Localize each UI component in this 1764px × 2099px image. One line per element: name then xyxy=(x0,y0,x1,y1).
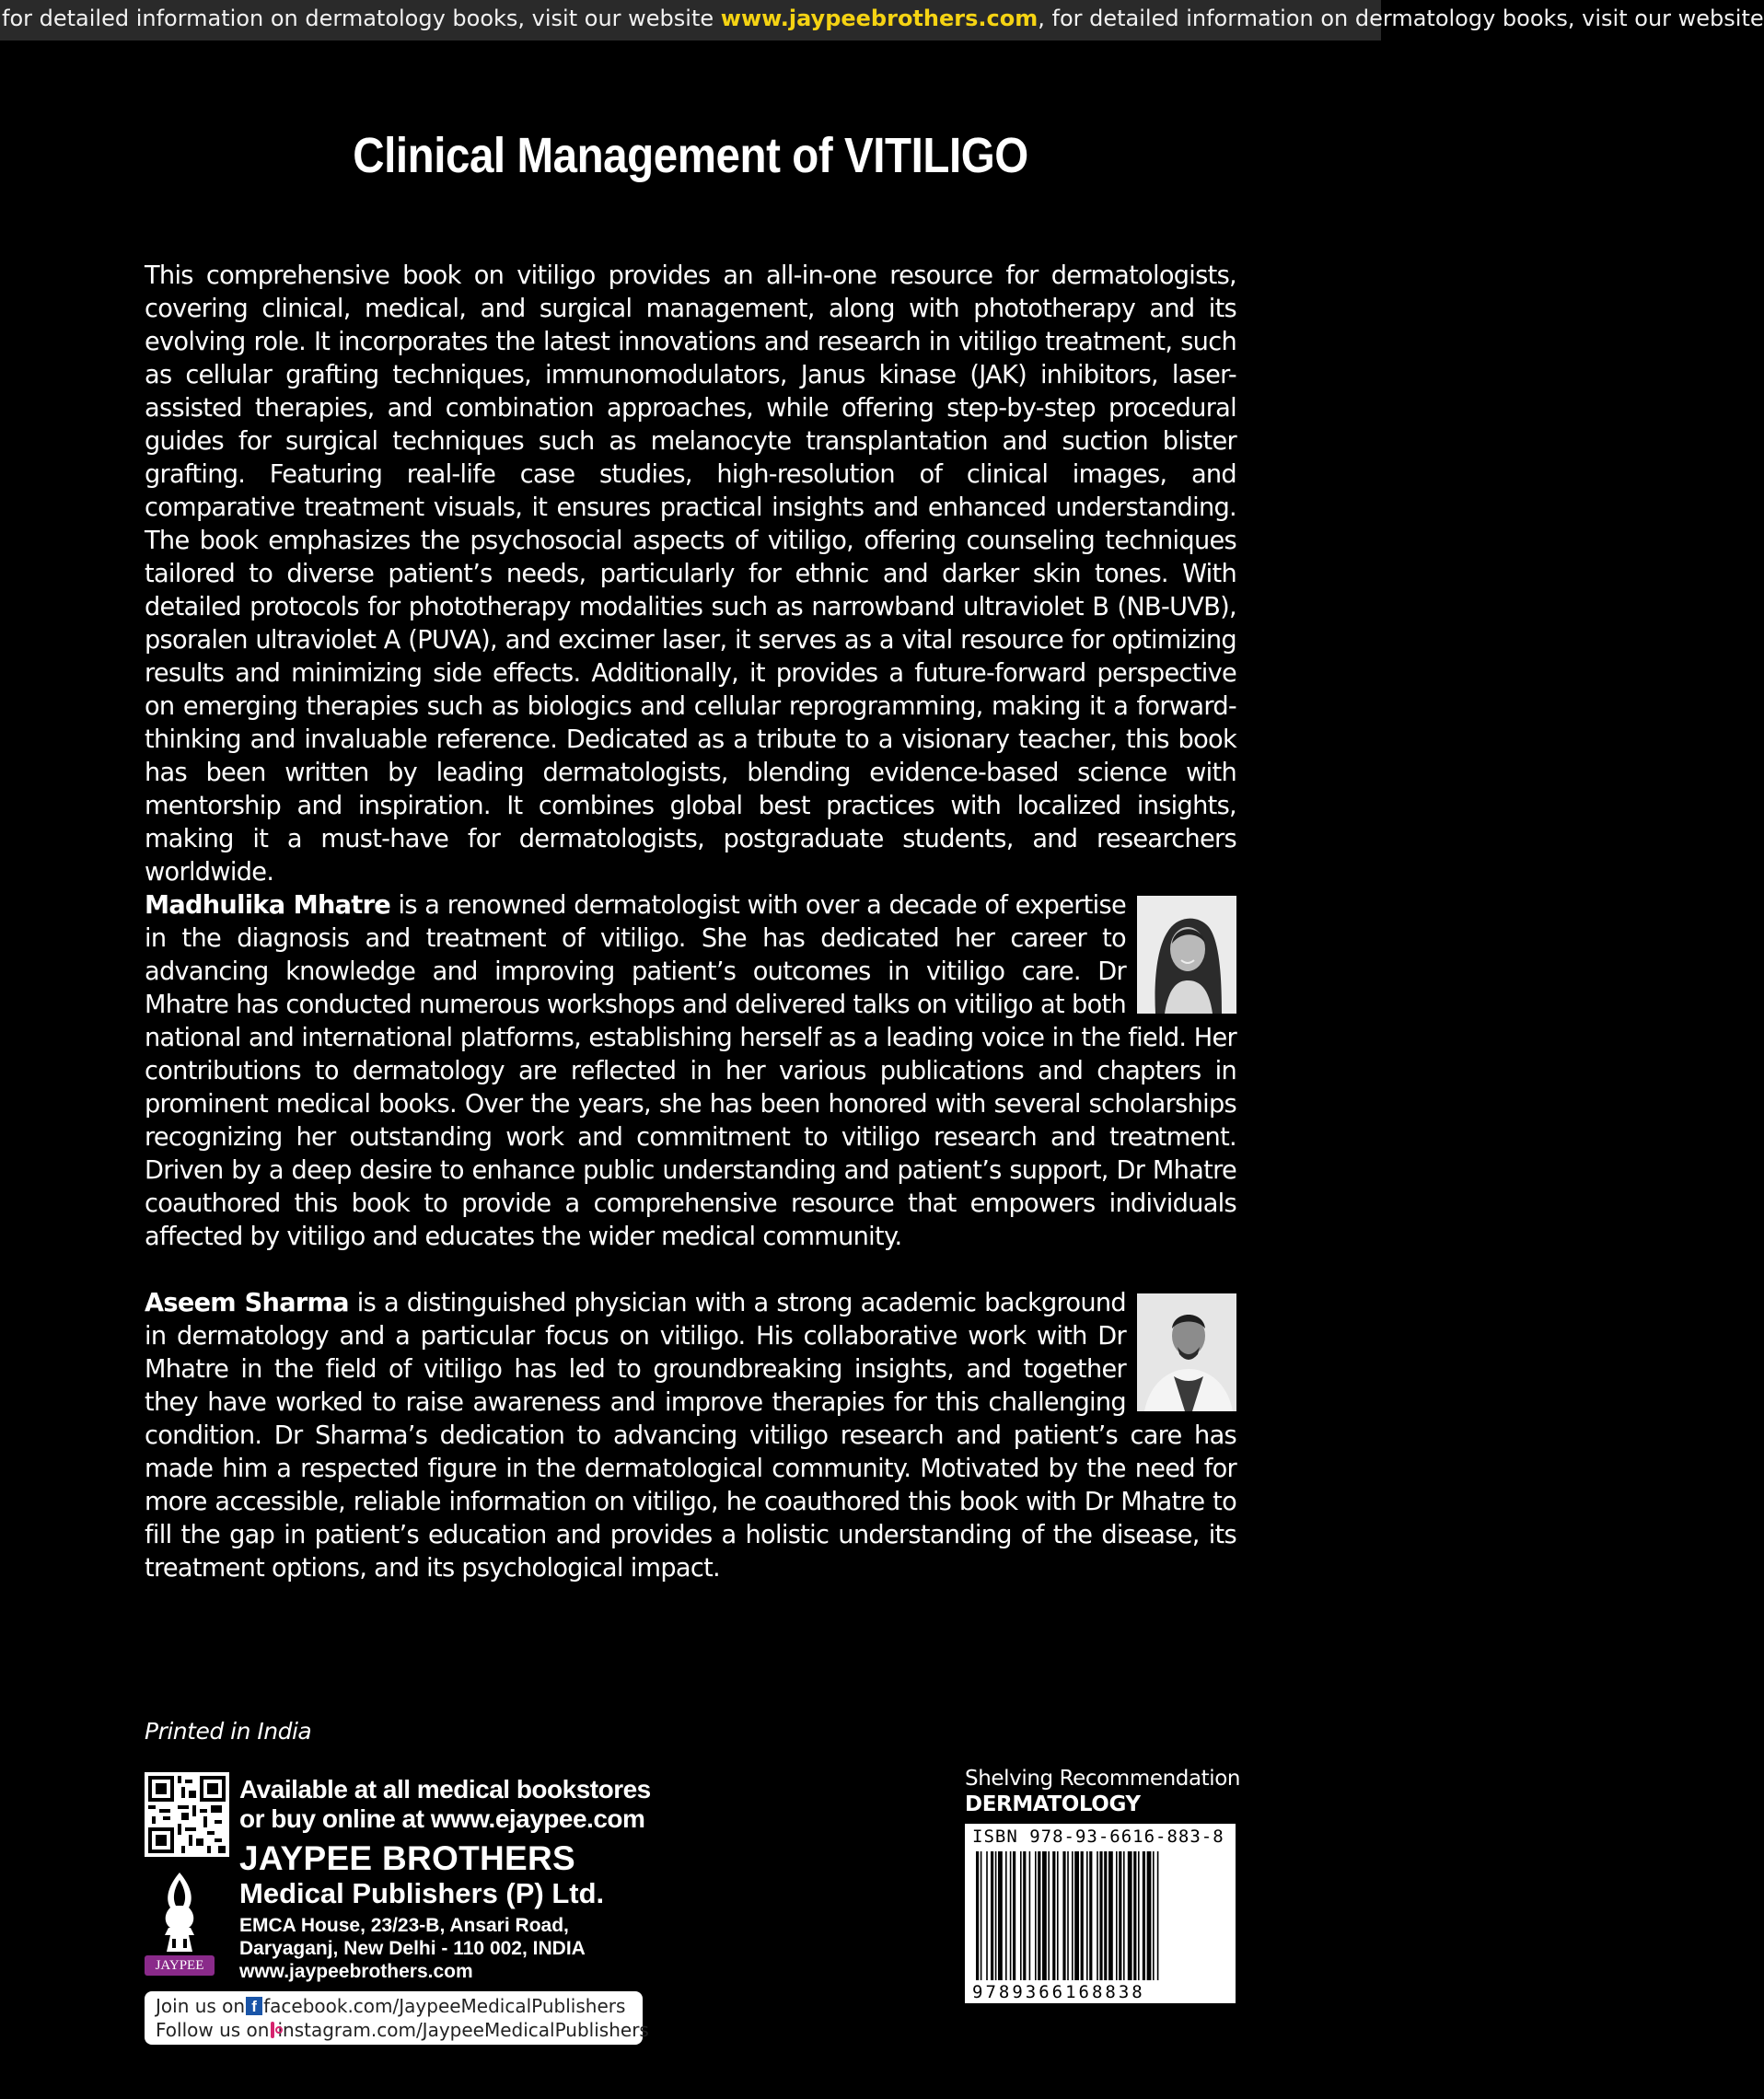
barcode-bar xyxy=(1081,1851,1084,1980)
shelving-category: DERMATOLOGY xyxy=(965,1792,1141,1816)
printed-in-note: Printed in India xyxy=(145,1718,312,1745)
barcode-bar xyxy=(1023,1851,1026,1980)
shelving-recommendation xyxy=(965,1766,1240,1817)
isbn-top-text: ISBN 978-93-6616-883-8 xyxy=(972,1826,1224,1847)
instagram-icon xyxy=(271,2022,274,2038)
facebook-link[interactable]: facebook.com/JaypeeMedicalPublishers xyxy=(263,1995,626,2017)
barcode-bar xyxy=(986,1851,988,1980)
publisher-address-line-1: EMCA House, 23/23-B, Ansari Road, xyxy=(239,1915,569,1936)
barcode-bar xyxy=(1048,1851,1050,1980)
barcode-bar xyxy=(1086,1851,1088,1980)
publisher-address-line-2: Daryaganj, New Delhi - 110 002, INDIA xyxy=(239,1938,586,1959)
barcode-bar xyxy=(1104,1851,1107,1980)
instagram-prefix: Follow us on xyxy=(156,2019,270,2041)
author-photo-mhatre xyxy=(1137,896,1236,1014)
jaypee-logo xyxy=(143,1867,216,1979)
barcode-bar xyxy=(1072,1851,1073,1980)
publisher-address xyxy=(239,1914,586,1983)
barcode-bar xyxy=(995,1851,997,1980)
barcode-bar xyxy=(1116,1851,1118,1980)
author-bio-text-mhatre: is a renowned dermatologist with over a decade of expertise in the diagnosis and treatment of vitiligo. She has dedicated her career to advancing knowledge and improving patient’s outcomes in vitiligo care. Dr Mhatre has conducted numerous workshops and delivered talks on vitiligo at both national and international platforms, establishing herself as a leading voice in the field. Her contributions to dermatology are reflected in her various publications and chapters in prominent medical books. Over the years, she has been honored with several scholarships recognizing her outstanding work and commitment to vitiligo research and treatment. Driven by a deep desire to enhance public understanding and patient’s support, Dr Mhatre coauthored this book to provide a comprehensive resource that empowers individuals affected by vitiligo and educates the wider medical community. xyxy=(145,891,1236,1251)
barcode-bar xyxy=(1067,1851,1069,1980)
social-links-box xyxy=(145,1991,649,2045)
barcode-bar xyxy=(991,1851,993,1980)
barcode-bar xyxy=(1052,1851,1055,1980)
publisher-subtitle: Medical Publishers (P) Ltd. xyxy=(239,1877,605,1909)
publisher-website[interactable]: www.jaypeebrothers.com xyxy=(239,1961,473,1982)
barcode-bar xyxy=(1029,1851,1031,1980)
barcode-bar xyxy=(1143,1851,1145,1980)
author-photo-sharma xyxy=(1137,1293,1236,1411)
barcode-bar xyxy=(976,1851,979,1980)
barcode-bar xyxy=(1099,1851,1102,1980)
barcode-bar xyxy=(1157,1851,1159,1980)
barcode-bar xyxy=(1042,1851,1047,1980)
barcode-bar xyxy=(1123,1851,1125,1980)
instagram-row xyxy=(156,2018,649,2042)
barcode-bar xyxy=(1089,1851,1092,1980)
barcode-bar xyxy=(1133,1851,1136,1980)
barcode-bar xyxy=(998,1851,1003,1980)
author-bio-text-sharma: is a distinguished physician with a strong academic background in dermatology and a particular focus on vitiligo. His collaborative work with Dr Mhatre in the field of vitiligo has led to groundbreaking insights, and together they have worked to raise awareness and improve therapies for this challenging condition. Dr Sharma’s dedication to advancing vitiligo research and patient’s care has made him a respected figure in the dermatological community. Motivated by the need for more accessible, reliable information on vitiligo, he coauthored this book with Dr Mhatre to fill the gap in patient’s education and provides a holistic understanding of the disease, its treatment options, and its psychological impact. xyxy=(145,1289,1236,1583)
barcode-bar xyxy=(1035,1851,1037,1980)
author-bio-sharma xyxy=(145,1287,1236,1585)
facebook-icon: f xyxy=(246,1997,262,2015)
barcode-bars xyxy=(965,1824,1236,2003)
availability-line-1: Available at all medical bookstores xyxy=(239,1775,651,1803)
author-name-sharma: Aseem Sharma xyxy=(145,1289,349,1317)
author-bio-mhatre xyxy=(145,889,1236,1254)
barcode-bar xyxy=(1119,1851,1121,1980)
barcode-bar xyxy=(1062,1851,1065,1980)
isbn-barcode xyxy=(965,1824,1236,2003)
author-name-mhatre: Madhulika Mhatre xyxy=(145,891,391,920)
barcode-bar xyxy=(1038,1851,1040,1980)
barcode-bar xyxy=(981,1851,982,1980)
barcode-bar xyxy=(1108,1851,1113,1980)
barcode-bar xyxy=(1005,1851,1007,1980)
barcode-bar xyxy=(1097,1851,1098,1980)
barcode-bar xyxy=(1147,1851,1152,1980)
availability-line-2: or buy online at www.ejaypee.com xyxy=(239,1804,645,1833)
availability-note xyxy=(239,1775,651,1834)
book-title: Clinical Management of VITILIGO xyxy=(353,128,1028,183)
barcode-bar xyxy=(1057,1851,1059,1980)
facebook-prefix: Join us on xyxy=(156,1995,246,2017)
qr-code xyxy=(145,1772,229,1857)
facebook-row xyxy=(156,1994,632,2018)
shelving-label: Shelving Recommendation xyxy=(965,1767,1241,1791)
banner-website-link[interactable]: www.jaypeebrothers.com xyxy=(720,6,1039,31)
barcode-bar xyxy=(1013,1851,1015,1980)
instagram-link[interactable]: instagram.com/JaypeeMedicalPublishers xyxy=(277,2019,649,2041)
isbn-bottom-digits: 9789366168838 xyxy=(972,1982,1145,2002)
barcode-bar xyxy=(1138,1851,1140,1980)
barcode-bar xyxy=(1020,1851,1022,1980)
jaypee-logo-label: JAYPEE xyxy=(155,1958,204,1973)
banner-text-pre: for detailed information on dermatology books, visit our website xyxy=(2,6,721,31)
barcode-bar xyxy=(1010,1851,1012,1980)
website-banner xyxy=(0,0,1764,41)
book-description: This comprehensive book on vitiligo provides an all-in-one resource for dermatologists, covering clinical, medical, and surgical management, along with phototherapy and its evolving role. It incorporates the latest innovations and research in vitiligo treatment, such as cellular grafting techniques, immunomodulators, Janus kinase (JAK) inhibitors, laser-assisted therapies, and combination approaches, while offering step-by-step procedural guides for surgical techniques such as melanocyte transplantation and suction blister grafting. Featuring real-life case studies, high-resolution of clinical images, and comparative treatment visuals, it ensures practical insights and enhanced understanding. The book emphasizes the psychosocial aspects of vitiligo, offering counseling techniques tailored to diverse patient’s needs, particularly for ethnic and darker skin tones. With detailed protocols for phototherapy modalities such as narrowband ultraviolet B (NB-UVB), psoralen ultraviolet A (PUVA), and excimer laser, it serves as a vital resource for optimizing results and minimizing side effects. Additionally, it provides a future-forward perspective on emerging therapies such as biologics and cellular reprogramming, making it a forward-thinking and invaluable reference. Dedicated as a tribute to a visionary teacher, this book has been written by leading dermatologists, blending evidence-based science with mentorship and inspiration. It combines global best practices with localized insights, making it a must-have for dermatologists, postgraduate students, and researchers worldwide. xyxy=(145,261,1236,887)
barcode-bar xyxy=(1128,1851,1132,1980)
publisher-name: JAYPEE BROTHERS xyxy=(239,1839,576,1877)
barcode-bar xyxy=(1074,1851,1079,1980)
barcode-bar xyxy=(1153,1851,1155,1980)
banner-text-post: , for detailed information on dermatology books, visit our website xyxy=(1038,6,1764,31)
